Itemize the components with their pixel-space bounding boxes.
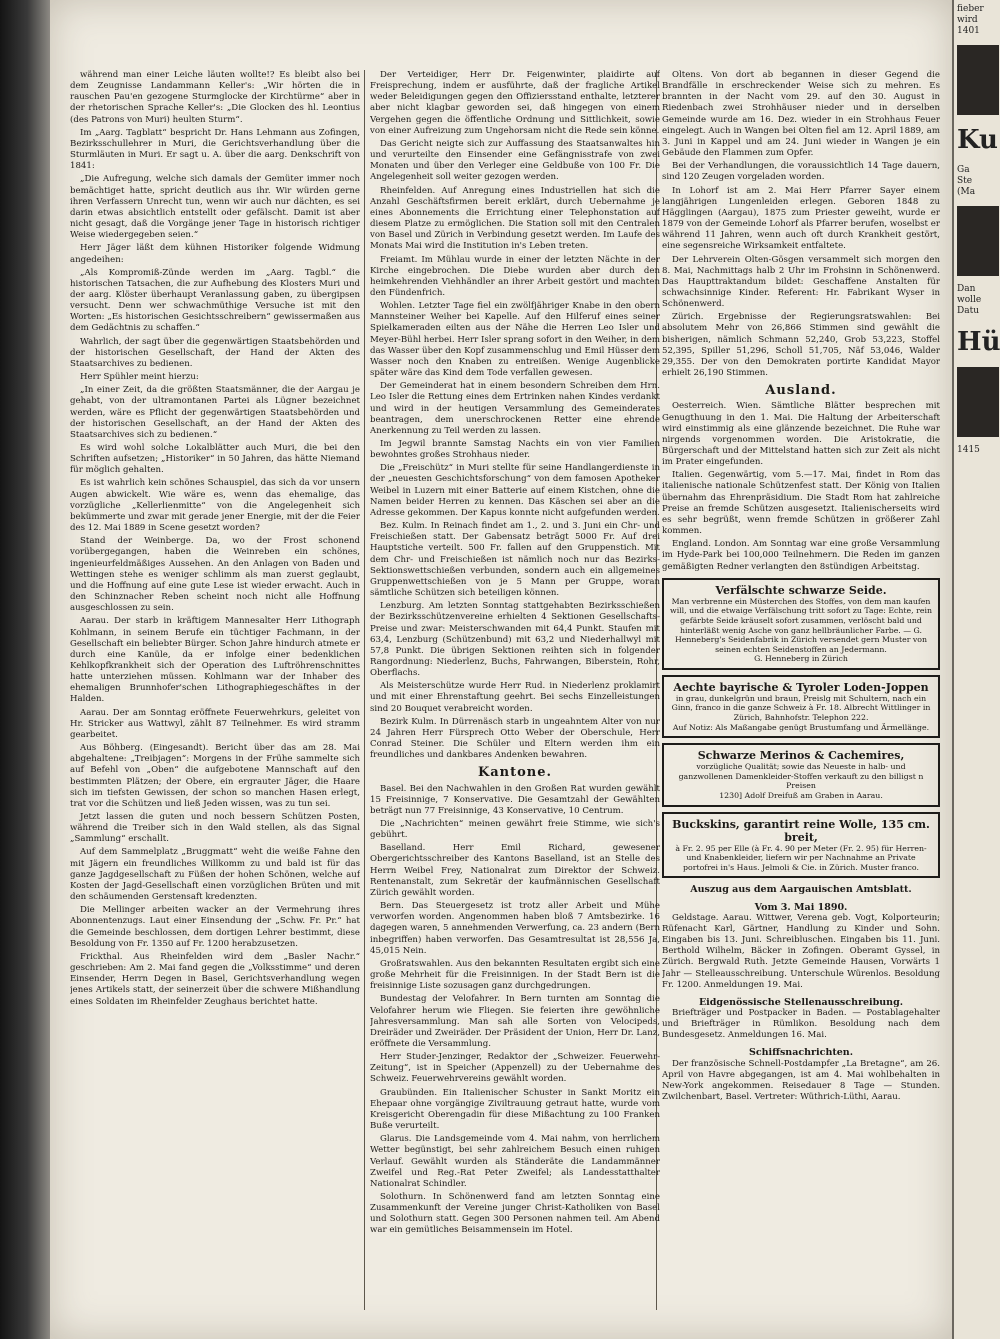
amtsblatt-heading: Auszug aus dem Aargauischen Amtsblatt.	[690, 884, 912, 896]
column-3	[662, 70, 940, 1305]
ad-title: Buckskins, garantirt reine Wolle, 135 cm. breit,	[672, 817, 930, 844]
article-paragraph: Aus Böhberg. (Eingesandt). Bericht über das am 28. Mai abgehaltene: „Treibjagen“: Morgens in der Frühe sammelte sich auf Befehl von „Oben“ die aufgebotene Mannschaft auf den bestimmten Plätzen; der Obere, ein ergrauter Jäger, die Haare sich im tiefsten Gewissen, der schon so manchen Hasen erlegt, trat vor die Schützen und ließ Jeden wissen, was zu tun sei.	[70, 743, 360, 809]
quote-paragraph: „Die Aufregung, welche sich damals der Gemüter immer noch bemächtiget hatte, spricht deutlich aus ihr. Wir würden gerne ihren Verfassern Unrecht tun, wenn wir auch nur dächten, es sei darin etwas absichtlich entstellt oder gefälscht. Damit ist aber nicht gesagt, daß die Vorgänge jener Tage in historisch richtiger Weise wiedergegeben seien.“	[70, 174, 360, 241]
post-heading: Eidgenössische Stellenausschreibung.	[698, 996, 904, 1008]
article-paragraph: Großratswahlen. Aus den bekannten Resultaten ergibt sich eine große Mehrheit für die Freisinnigen. In der Stadt Bern ist die freisinnige Liste sozusagen ganz durchgedrungen.	[370, 958, 660, 992]
article-paragraph: Aarau. Der am Sonntag eröffnete Feuerwehrkurs, geleitet von Hr. Stricker aus Wattwyl, zählt 87 Teilnehmer. Es wird stramm gearbeitet.	[70, 707, 360, 740]
article-paragraph: Rheinfelden. Auf Anregung eines Industriellen hat sich die Anzahl Geschäftsfirmen bereit erklärt, durch Uebernahme je eines Abonnements die Errichtung einer Telephonstation auf diesem Platze zu ermöglichen. Die Station soll mit den Centralen von Basel und Zürich in Verbindung gesetzt werden. Im Laufe des Monats Mai wird die Institution in's Leben treten.	[370, 185, 660, 252]
article-paragraph: Aarau. Der starb in kräftigem Mannesalter Herr Lithograph Kohlmann, in seinem Berufe ein tüchtiger Fachmann, in der Gesellschaft ein beliebter Bürger. Schon Jahre hindurch atmete er durch eine Kanüle, da er infolge einer bedenklichen Kehlkopfkrankheit sich der Operation des Luftröhrenschnittes hatte unterziehen müssen. Kohlmann war der Inhaber des ehemaligen Brunnhofer'schen Lithographiegeschäftes in der Halden.	[70, 616, 360, 705]
article-paragraph: Es ist wahrlich kein schönes Schauspiel, das sich da vor unsern Augen abwickelt. Wie wäre es, wenn das ehemalige, das vorzügliche „Kellerlienmitte“ von die Angelegenheit sich bekümmerte und zwar mit gerade jener Energie, mit der die Feier des 12. Mai 1889 in Scene gesetzt worden?	[70, 478, 360, 534]
article-paragraph: Oesterreich. Wien. Sämtliche Blätter besprechen mit Genugthuung in den 1. Mai. Die Haltung der Arbeiterschaft wird einstimmig als eine glänzende bezeichnet. Die Ruhe war nirgends vorgenommen worden. Die Aristokratie, die Bürgerschaft und der Mittelstand hatten sich zur Zeit als nicht im Prater eingefunden.	[662, 401, 940, 468]
column-rule	[364, 70, 365, 1310]
fragment-line: 1401	[957, 26, 980, 36]
fragment-line: Ste	[957, 176, 973, 186]
article-paragraph: Lenzburg. Am letzten Sonntag stattgehabten Bezirksschießen der Bezirksschützenvereine erhielten 4 Sektionen Gesellschafts-Preise und zwar: Meisterschwanden mit 64,4 Punkt. Staufen mit 63,4, Lenzburg (Schützenbund) mit 63,2 und Niederhallwyl mit 57,8 Punkt. Die übrigen Sektionen reihten sich in folgender Rangordnung: Niederlenz, Buchs, Fahrwangen, Biberstein, Rohr, Oberflachs.	[370, 601, 660, 679]
fragment-line: Datu	[957, 306, 979, 316]
section-heading-kantone: Kantone.	[477, 765, 553, 781]
ad-footer: G. Henneberg in Zürich	[754, 654, 848, 664]
article-paragraph: Freiamt. Im Mühlau wurde in einer der letzten Nächte in der Kirche eingebrochen. Die Diebe wurden aber durch den heimkehrenden Viehhändler an ihrer Arbeit gestört und machten den Fündenfrich.	[370, 254, 660, 298]
article-paragraph: Solothurn. In Schönenwerd fand am letzten Sonntag eine Zusammenkunft der Vereine junger Christ-Katholiken von Basel und Solothurn statt. Gegen 300 Personen nahmen teil. Am Abend war ein gemütliches Beisammensein im Hotel.	[370, 1192, 660, 1236]
article-paragraph: Die „Freischütz“ in Muri stellte für seine Handlangerdienste in der „neuesten Geschichtsforschung“ von dem famosen Apotheker Weibel in Luzern mit einer Batterie auf einem Kistchen, ohne die Namen beider Herren zu kennen. Das Käschen sei aber an die Adresse gekommen. Der Kapus konnte nicht aufgefunden werden.	[370, 463, 660, 518]
ad-footer: Auf Notiz: Als Maßangabe genügt Brustumfang und Ärmellänge.	[672, 722, 930, 732]
article-paragraph: Im Jegwil brannte Samstag Nachts ein von vier Familien bewohntes großes Strohhaus nieder.	[370, 439, 660, 461]
article-paragraph: Oltens. Von dort ab begannen in dieser Gegend die Brandfälle in erschreckender Weise sich zu mehren. Es brannten in der Nacht vom 29. auf den 30. August in Riedenbach zwei Strohhäuser nieder und in derselben Gemeinde wurde am 16. Dez. wieder in ein Strohhaus Feuer eingelegt. Auch in Wangen bei Olten fiel am 12. April 1889, am 3. Juni in Kappel und am 24. Juni wieder in Wangen je ein Gebäude den Flammen zum Opfer.	[662, 70, 940, 159]
article-paragraph: Auf dem Sammelplatz „Bruggmatt“ weht die weiße Fahne den mit Jägern ein freundliches Willkomm zu und bald ist für das ganze Jagdgesellschaft zu Füßen der hohen Schönen, welche auf Kosten der Jagd-Gesellschaft einen vorzüglichen Brüten und mit den schäumenden Gerstensaft kredenzten.	[70, 847, 360, 903]
article-paragraph: Glarus. Die Landsgemeinde vom 4. Mai nahm, von herrlichem Wetter begünstigt, bei sehr zahlreichem Besuch einen ruhigen Verlauf. Gewählt wurden als Ständeräte die Landammänner Zweifel und Reg.-Rat Peter Zweifel; als Landesstatthalter Nationalrat Schindler.	[370, 1134, 660, 1189]
fragment-line: Ga	[957, 165, 970, 175]
article-paragraph: Die „Nachrichten“ meinen gewährt freie Stimme, wie sich's gebührt.	[370, 819, 660, 841]
article-paragraph: In Lohorf ist am 2. Mai Herr Pfarrer Sayer einem langjährigen Lungenleiden erlegen. Geboren 1848 zu Hägglingen (Aargau), 1875 zum Priester geweiht, wurde er 1879 von der Gemeinde Lohorf als Pfarrer berufen, woselbst er während 11 Jahren, wenn auch oft durch Krankheit gestört, eine segensreiche Wirksamkeit entfaltete.	[662, 185, 940, 252]
article-paragraph: Jetzt lassen die guten und noch bessern Schützen Posten, während die Treiber sich in den Wald stellen, als das Signal „Sammlung“ erschallt.	[70, 812, 360, 845]
article-paragraph: Herr Jäger läßt dem kühnen Historiker folgende Widmung angedeihen:	[70, 243, 360, 265]
ad-title: Aechte bayrische & Tyroler Loden-Joppen	[673, 680, 929, 694]
article-paragraph: Bezirk Kulm. In Dürrenäsch starb in ungeahntem Alter von nur 24 Jahren Herr Fürsprech Otto Weber der Oberschule, Herr Conrad Steiner. Die Schüler und Eltern werden ihm ein freundliches und dankbares Andenken bewahren.	[370, 716, 660, 761]
newspaper-page	[50, 0, 952, 1339]
post-body: Briefträger und Postpacker in Baden. — Postablagehalter und Briefträger in Rümlikon. Besoldung nach dem Bundesgesetz. Anmeldungen 16. Mai.	[662, 1007, 940, 1041]
quote-paragraph: „In einer Zeit, da die größten Staatsmänner, die der Aargau je gehabt, von der ultramontanen Partei als Lügner bezeichnet werden, wäre es Pflicht der gegenwärtigen Staatsbehörden und der historischen Gesellschaft, an der Hand der Akten des Staatsarchives sich zu bedienen.“	[70, 385, 360, 440]
advertisement-loden	[662, 675, 940, 738]
advertisement-merinos	[662, 743, 940, 806]
ad-body: vorzügliche Qualität; sowie das Neueste in halb- und ganzwollenen Damenkleider-Stoffen verkauft zu den billigst n Preisen	[678, 762, 924, 791]
fragment-line: Dan	[957, 284, 976, 294]
article-paragraph: Als Meisterschütze wurde Herr Rud. in Niederlenz proklamirt und mit einer Ehrenstaftung geehrt. Bei sechs Einzelleistungen sind 20 Bouquet verabreicht worden.	[370, 681, 660, 714]
ad-title: Schwarze Merinos & Cachemires,	[697, 749, 905, 763]
column-2	[370, 70, 660, 1305]
fragment-line: wird	[957, 15, 978, 25]
quote-paragraph: „Als Kompromiß-Zünde werden im „Aarg. Tagbl.“ die historischen Tatsachen, die zur Aufhebung des Klosters Muri und der aarg. Klöster überhaupt Veranlassung gaben, zu übergipsen versucht. Denn wer schwachmüthige Versuche ist mit den Worten: „Es historischen Gesichtsschreibern“ gewissermaßen aus dem Gedächtnis zu schaffen.“	[70, 267, 360, 334]
fragment-line: Ku	[957, 125, 998, 155]
article-paragraph: Herr Studer-Jenzinger, Redaktor der „Schweizer. Feuerwehr-Zeitung“, ist in Speicher (Appenzell) zu der Uebernahme des Schweiz. Feuerwehrvereins gewählt worden.	[370, 1052, 660, 1085]
fragment-text	[954, 0, 1000, 460]
article-paragraph: Basel. Bei den Nachwahlen in den Großen Rat wurden gewählt 15 Freisinnige, 7 Konservative. Die Gesamtzahl der Gewählten beträgt nun 77 Freisinnige, 43 Konservative, 10 Centrum.	[370, 783, 660, 816]
ad-footer: 1230] Adolf Dreifuß am Graben in Aarau.	[719, 791, 883, 801]
article-paragraph: Bern. Das Steuergesetz ist trotz aller Arbeit und Mühe verworfen worden. Angenommen haben bloß 7 Amtsbezirke. 16 dagegen waren, 5 annehmenden Verwerfung, ca. 23 andern (Bern inbegriffen) haben verworfen. Das Gesamtresultat ist 28,556 Ja, 45,015 Nein.	[370, 901, 660, 956]
ad-title: Verfälschte schwarze Seide.	[715, 583, 887, 597]
amtsblatt-date: Vom 3. Mai 1890.	[754, 901, 848, 913]
fragment-dark-block	[957, 45, 999, 115]
fragment-line: Hü	[957, 327, 1000, 357]
article-paragraph: Graubünden. Ein Italienischer Schuster in Sankt Moritz ein Ehepaar ohne vorgängige Ziviltrauung getraut hatte, wurde vom Kreisgericht Oberengadin für diese Mißachtung zu 100 Franken Buße verurteilt.	[370, 1087, 660, 1132]
article-paragraph: Zürich. Ergebnisse der Regierungsratswahlen: Bei absolutem Mehr von 26,866 Stimmen sind gewählt die bisherigen, nämlich Schmann 52,240, Grob 53,223, Stoffel 52,395, Spiller 51,296, Scholl 51,705, Näf 53,046, Walder 29,355. Der von den Demokraten portirte Kandidat Mayor erhielt 26,190 Stimmen.	[662, 312, 940, 379]
article-paragraph: Wahrlich, der sagt über die gegenwärtigen Staatsbehörden und der historischen Gesellschaft, der Hand der Akten des Staatsarchives zu bedienen.	[70, 336, 360, 369]
ad-body: in grau, dunkelgrün und braun, Preislg mit Schultern, nach ein Ginn, franco in die ganze Schweiz à Fr. 18. Albrecht Wittlinger in Zürich, Bahnhofstr. Telephon 222.	[671, 693, 931, 723]
article-paragraph: Bez. Kulm. In Reinach findet am 1., 2. und 3. Juni ein Chr- und Freischießen statt. Der Gabensatz beträgt 5000 Fr. Auf drei Hauptstiche verteilt. 500 Fr. fallen auf den Gruppenstich. Mit dem Chr- und Freischießen ist nämlich noch nur das Bezirks-Sektionswettschießen verbunden, sondern auch ein allgemeines Gruppenwettschießen von je 5 Mann per Gruppe, woran sämtliche Schützen sich beteiligen können.	[370, 521, 660, 599]
article-paragraph: Das Gericht neigte sich zur Auffassung des Staatsanwaltes hin und verurteilte den Einsender eine Gefängnisstrafe von zwei Monaten und über den Verleger eine Geldbuße von 100 Fr. Die Angelegenheit soll weiter gezogen werden.	[370, 138, 660, 183]
article-paragraph: Bei der Verhandlungen, die voraussichtlich 14 Tage dauern, sind 120 Zeugen vorgeladen worden.	[662, 161, 940, 183]
article-paragraph: Der Gemeinderat hat in einem besondern Schreiben dem Hrn. Leo Isler die Rettung eines dem Ertrinken nahen Kindes verdankt und wird in der heutigen Versammlung des Gemeinderates beantragen, dem unerschrockenen Retter eine ehrende Anerkennung zu Teil werden zu lassen.	[370, 381, 660, 436]
article-paragraph: Baselland. Herr Emil Richard, gewesener Obergerichtsschreiber des Kantons Baselland, ist an Stelle des Herrn Weibel Frey, Nationalrat zum Direktor der Schweiz. Rentenanstalt, zum Sekretär der kaufmännischen Gesellschaft Zürich gewählt worden.	[370, 843, 660, 898]
article-paragraph: Der Verteidiger, Herr Dr. Feigenwinter, plaidirte auf Freisprechung, indem er ausführte, daß der fragliche Artikel weder Beleidigungen gegen den Offiziersstand enthalte, letzterer aber nicht klagbar geworden sei, daß hingegen von einem Vergehen gegen die öffentliche Ordnung und Sittlichkeit, sowie von einer Aufreizung zum Ungehorsam nicht die Rede sein könne.	[370, 70, 660, 136]
article-paragraph: Frickthal. Aus Rheinfelden wird dem „Basler Nachr.“ geschrieben: Am 2. Mai fand gegen die „Volksstimme“ und deren Einsender, Herrn Degen in Basel, Gerichtsverhandlung wegen jenes Artikels statt, der seinerzeit über die schwere Mißhandlung eines Soldaten im Rheinfelder Zeughaus berichtet hatte.	[70, 951, 360, 1007]
article-paragraph: England. London. Am Sonntag war eine große Versammlung im Hyde-Park bei 100,000 Teilnehmern. Die Reden im ganzen gemäßigten Redner verlangten den 8stündigen Arbeitstag.	[662, 539, 940, 572]
fragment-line: 1415	[957, 445, 980, 455]
article-paragraph: Es wird wohl solche Lokalblätter auch Muri, die bei den Schriften aufsetzen; „Historiker“ in 50 Jahren, das hätte Niemand für möglich gehalten.	[70, 443, 360, 476]
fragment-dark-block	[957, 206, 999, 276]
advertisement-silk	[662, 578, 940, 670]
article-paragraph: Die Mellinger arbeiten wacker an der Vermehrung ihres Abonnentenzugs. Laut einer Einsendung der „Schw. Fr. Pr.“ hat die Gemeinde beschlossen, dem dortigen Lehrer bestimmt, diese Besoldung von Fr. 1350 auf Fr. 1200 herabzusetzen.	[70, 905, 360, 949]
article-paragraph: Italien. Gegenwärtig, vom 5.—17. Mai, findet in Rom das italienische nationale Schützenfest statt. Der König von Italien übernahm das Ehrenpräsidium. Die Stadt Rom hat zahlreiche Preise an fremde Schützen ausgesetzt. Italienischerseits wird es sehr begrüßt, wenn fremde Schützen in größerer Zahl kommen.	[662, 470, 940, 537]
fragment-line: fieber	[957, 4, 984, 14]
ship-news-body: Der französische Schnell-Postdampfer „La Bretagne“, am 26. April von Havre abgegangen, ist am 4. Mai wohlbehalten in New-York angekommen. Reisedauer 8 Tage — Stunden. Zwilchenbart, Basel. Vertreter: Wüthrich-Lüthi, Aarau.	[662, 1058, 940, 1103]
ship-news-heading: Schiffsnachrichten.	[748, 1047, 853, 1059]
amtsblatt-body: Geldstage. Aarau. Wittwer, Verena geb. Vogt, Kolporteurin; Rüfenacht Karl, Gärtner, Handlung zu Kinder und Sohn. Eingaben bis 13. Juni. Schreibluschen. Eingaben bis 11. Juni. Berthold Wilhelm, Bäcker in Zofingen. Oberamt Gyssel, in Zürich. Bergwald Ruth. Jetzte Gemeinde Hausen, Vorwärts 1 Jahr — Stelleausschreibung. Unterschule Würenlos. Besoldung Fr. 1200. Anmeldungen 19. Mai.	[662, 912, 940, 990]
article-paragraph: Der Lehrverein Olten-Gösgen versammelt sich morgen den 8. Mai, Nachmittags halb 2 Uhr im Frohsinn in Schönenwerd. Das Haupttraktandum bildet: Geschaffene Anstalten für schwachsinnige Kinder. Referent: Hr. Fabrikant Wyser in Schönenwerd.	[662, 254, 940, 310]
section-heading-ausland: Ausland.	[765, 383, 837, 399]
ad-body: Man verbrenne ein Müsterchen des Stoffes, von dem man kaufen will, und die etwaige Verfälschung tritt sofort zu Tage: Echte, rein gefärbte Seide kräuselt sofort zusammen, verlöscht bald und hinterläßt wenig Asche von ganz hellbräunlicher Farbe. — G. Henneberg's Seidenfabrik in Zürich versendet gern Muster von seinen echten Seidenstoffen an Jedermann.	[670, 596, 932, 654]
article-paragraph: während man einer Leiche läuten wollte!? Es bleibt also bei dem Zeugnisse Landammann Keller's: „Wir hörten die in rauschen Pau'en gezogene Sturmglocke der Kirchtürme“ aber in der rhetorischen Sprache Keller's: „Die Glocken des hl. Leontius (des Patrons von Muri) heulten Sturm“.	[70, 70, 360, 125]
article-paragraph: Bundestag der Velofahrer. In Bern turnten am Sonntag die Velofahrer herum wie Fliegen. Sie feierten ihre gewöhnliche Jahresversammlung. Man sah alle Sorten von Velocipeds, Dreiräder und Zweiräder. Der Präsident der Union, Herr Dr. Lanz, eröffnete die Versammlung.	[370, 994, 660, 1049]
column-1	[70, 70, 360, 1305]
advertisement-buckskins	[662, 812, 940, 879]
fragment-dark-block	[957, 367, 999, 437]
article-paragraph: Wohlen. Letzter Tage fiel ein zwölfjähriger Knabe in den obern Mannsteiner Weiher bei Kapelle. Auf den Hilferuf eines seiner Spielkameraden eilten aus der Nähe die Herren Leo Isler und Meyer-Bühl herbei. Herr Isler sprang sofort in den Weiher, in dem das Wasser über den Kopf zusammenschlug und Emil Hüsser dem Wasser noch den Knaben zu entreißen. Wenige Augenblicke später wäre das Kind dem Tode verfallen gewesen.	[370, 301, 660, 379]
fragment-line: (Ma	[957, 187, 976, 197]
adjacent-page-fragment	[952, 0, 1000, 1339]
article-paragraph: Stand der Weinberge. Da, wo der Frost schonend vorübergegangen, haben die Weinreben ein schönes, ingenieurfeldmäßiges Aussehen. An den Anlagen von Baden und Wettingen stehe es weniger schlimm als man zuerst geglaubt, und die Hoffnung auf eine gute Lese ist wieder erwacht. Auch in den Schinznacher Reben scheint noch nicht alle Hoffnung ausgeschlossen zu sein.	[70, 536, 360, 614]
ad-body: à Fr. 2. 95 per Elle (à Fr. 4. 90 per Meter (Fr. 2. 95) für Herren- und Knabenkleider, liefern wir per Nachnahme an Private portofrei in's Haus. Jelmoli & Cie. in Zürich. Muster franco.	[675, 843, 927, 872]
article-paragraph: Herr Spühler meint hierzu:	[80, 372, 199, 383]
article-paragraph: Im „Aarg. Tagblatt“ bespricht Dr. Hans Lehmann aus Zofingen, Bezirksschullehrer in Muri, die Gerichtsverhandlung über die Sturmläuten in Muri. Er sagt u. A. über die aarg. Denkschrift von 1841:	[70, 127, 360, 172]
scan-binding-shadow	[0, 0, 50, 1339]
fragment-line: wolle	[957, 295, 982, 305]
